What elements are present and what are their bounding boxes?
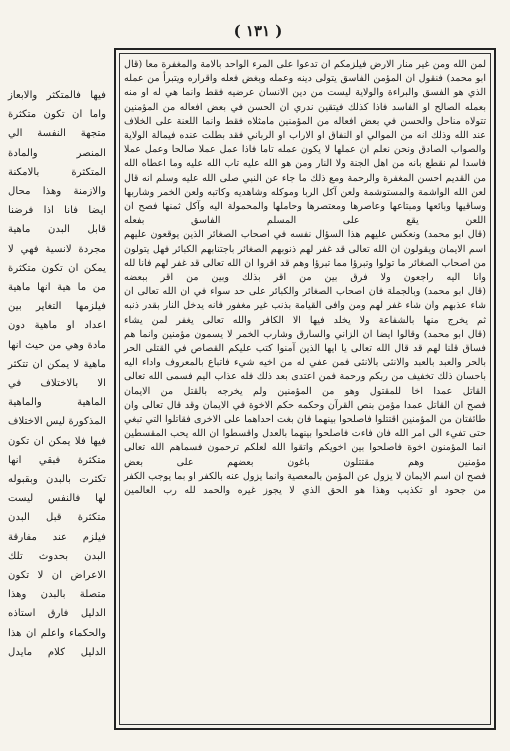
main-text-frame	[114, 48, 496, 730]
main-paragraph: (قال ابو محمد) وقالوا ايضا ان الزاني والسارق وشارب الخمر لا يسمون مؤمنين وانما هم فساق قلنا لهم قد قال الله تعالى يا ايها الذين آمنوا كتب عليكم القصاص في القتلى الحر بالحر والعبد بالعبد والانثى بالانثى فمن عفي له من اخيه شيء فاتباع بالمعروف واداء اليه باحسان ذلك تخفيف من ربكم ورحمة فمن اعتدى بعد ذلك فله عذاب اليم فسمى الله تعالى القاتل عمدا اخا للمقتول وهو من المؤمنين ولم يخرجه بالقتل من الايمان	[124, 328, 486, 397]
margin-paragraph: فيها فالمتكثر والابعاز واما ان تكون متكثرة متجهة النفسة الي المنصر والمادة المتكثرة بالامكنة والازمنة وهذا محال ايضا فانا اذا فرضنا قابل البدن ماهية مجردة لانسية فهي لا يمكن ان تكون متكثرة من ما هية انها ماهية فيلزمها التغاير بين اعداد او ماهية دون مادة وهي من حيث انها ماهية لا يمكن ان تتكثر الا بالاختلاف في الماهية والماهية المذكورة ليس الاختلاف فيها فلا يمكن ان تكون متكثرة فبقي انها تكثرت بالبدن وبقبوله لها فالنفس ليست متكثرة قبل البدن فيلزم عند مفارقة البدن بحدوث تلك الاعراض ان لا تكون متصلة بالبدن وهذا الدليل فارق استاذه والحكماء واعلم ان هذا الدليل كلام مايدل	[8, 90, 106, 658]
page-number: ( ١٣١ )	[233, 22, 283, 40]
main-paragraph: فصح ان القاتل عمدا مؤمن بنص القرآن وحكمه حكم الاخوة في الايمان وقد قال تعالى وان طائفتان من المؤمنين اقتتلوا فاصلحوا بينهما فان بغت احداهما على الاخرى فقاتلوا التي تبغي حتى تفيء الى امر الله فان فاءت فاصلحوا بينهما بالعدل واقسطوا ان الله يحب المقسطين انما المؤمنون اخوة فاصلحوا بين اخويكم واتقوا الله لعلكم ترحمون فسماهم الله تعالى مؤمنين وهم مقتتلون باغون بعضهم على بعض	[124, 399, 486, 468]
main-paragraph: فصح ان اسم الايمان لا يزول عن المؤمن بالمعصية وانما يزول عنه بالكفر او بما يوجب الكفر من جحود او تكذيب وهذا هو الحق الذي لا يجوز غيره والحمد لله رب العالمين	[124, 470, 486, 497]
main-text-block	[124, 58, 486, 722]
margin-commentary	[8, 86, 106, 658]
main-paragraph: (قال ابو محمد) وبالجملة فان اصحاب الصغائر والكبائر على حد سواء في ان الله تعالى ان شاء عذبهم وان شاء غفر لهم ومن وافى القيامة بذنب غير مغفور فانه يدخل النار بقدر ذنبه ثم يخرج منها بالشفاعة ولا يخلد فيها الا الكافر والله تعالى يغفر لمن يشاء	[124, 286, 486, 326]
main-paragraph: لمن الله ومن غير منار الارض فيلزمكم ان تدعوا على المرء الواحد بالامة والمغفرة معا (قال ابو محمد) فنقول ان المؤمن الفاسق يتولى دينه وعمله وبغض فعله واقراره ويتبرأ من عمله الذي هو الفسق والبراءة والولاية ليست من دين الانسان عرضيه فقط وانما هي له او منه بعمله الصالح او الفاسد فاذا كذلك فيتقين ندري ان الحسن في بعض افعاله من المؤمنين تتولاه مناحل والحسن في بعض افعاله من المؤمنين مامثلاه فقط وانما اللعنة على الخلاف عند الله وذلك انه من الموالي او النفاق او الاراب او الرباني فقد بطلت عنده فيمالة الولاية والصواب الصادق ونحن نعلم ان عملها لا يكون عمله تاما فاذا عمل عملا صالحا وعمل عملا فاسدا لم نقطع بانه من اهل الجنة ولا النار ومن هو الله عليه تاب الله عليه وما اعطاه الله من القديم احسن المغفرة والرحمة ومع ذلك ما جاء عن النبي صلى الله عليه وسلم انه قال لعن الله الواشمة والمستوشمة ولعن آكل الربا وموكله وشاهديه وكاتبه ولعن الخمر وشاربها وساقيها وبائعها ومبتاعها وعاصرها ومعتصرها وحاملها والمحمولة اليه وآكل ثمنها فصح ان اللعن يقع على المسلم الفاسق بفعله	[124, 59, 486, 227]
main-paragraph: (قال ابو محمد) ونعكس عليهم هذا السؤال نفسه في اصحاب الصغائر الذين يوقعون عليهم اسم الايمان ويقولون ان الله تعالى قد غفر لهم ذنوبهم الصغائر باجتنابهم الكبائر فهل يتولون من اصحاب الصغائر ما تولوا وتبرؤا مما تبرؤا وهم قد اقروا ان الله تعالى قد غفر لهم فانا لله وانا اليه راجعون ولا فرق بين من اقر بذلك وبين من اقر ببعضه	[124, 229, 486, 284]
